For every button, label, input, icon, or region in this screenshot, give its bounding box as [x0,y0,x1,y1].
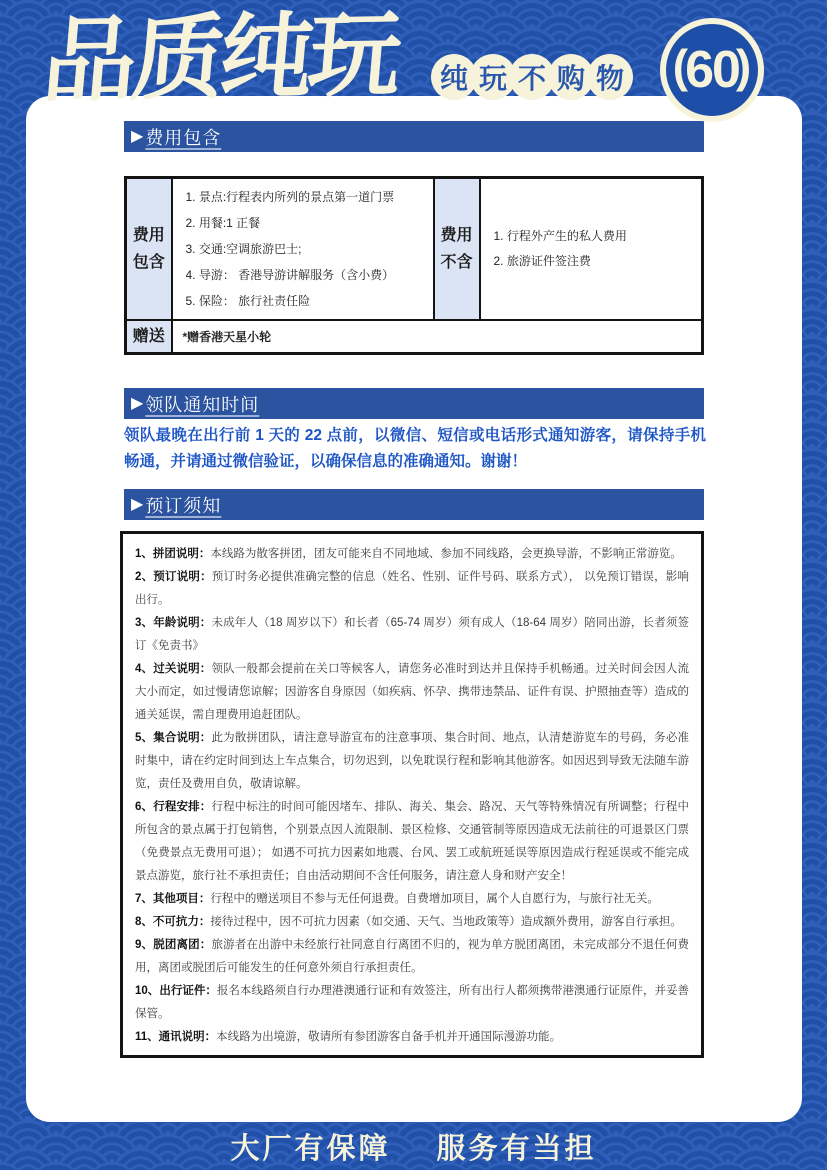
triangle-icon: ▶ [131,394,144,412]
fees-table [124,176,704,355]
booking-note-item [135,543,689,566]
footer-slogan-left: 大厂有保障 [230,1130,391,1165]
section-title-fees: 费用包含 [145,127,222,148]
footer-band [0,1122,827,1170]
note-text: 旅游者在出游中未经旅行社同意自行离团不归的，视为单方脱团离团，未完成部分不退任何费用，离团或脱团后可能发生的任何意外须自行承担责任。 [135,939,689,974]
fees-include-item: 3. 交通:空调旅游巴士; [185,242,302,256]
fees-include-items-cell [172,178,434,321]
fees-table-main-row [126,178,703,321]
section-title-notice: 领队通知时间 [145,394,260,415]
note-label: 8、不可抗力： [135,916,211,928]
fees-include-item: 2. 用餐:1 正餐 [185,216,261,230]
fees-include-item: 1. 景点:行程表内所列的景点第一道门票 [185,190,395,204]
badge-paren-right: ) [735,40,752,92]
notice-paragraph: 领队最晚在出行前 1 天的 22 点前，以微信、短信或电话形式通知游客，请保持手机畅通，并请通过微信验证，以确保信息的准确通知。谢谢！ [124,427,706,470]
note-text: 未成年人（18 周岁以下）和长者（65-74 周岁）须有成人（18-64 周岁）陪同出游，长者须签订《免责书》 [135,617,689,652]
fees-include-item: 5. 保险： 旅行社责任险 [185,294,311,308]
subtitle-char-badge: 购 [548,54,594,100]
note-text: 此为散拼团队，请注意导游宣布的注意事项、集合时间、地点，认清楚游览车的号码，务必准时集中，请在约定时间到达上车点集合，切勿迟到，以免耽误行程和影响其他游客。如因迟到导致无法随车游览，责任及费用自负，敬请谅解。 [135,732,689,790]
note-label: 6、行程安排： [135,801,212,813]
note-text: 领队一般都会提前在关口等候客人，请您务必准时到达并且保持手机畅通。过关时间会因人流大小而定，如过慢请您谅解；因游客自身原因（如疾病、怀孕、携带违禁品、证件有误、护照抽查等）造成的通关延误，需自理费用追赶团队。 [135,663,689,721]
note-label: 10、出行证件： [135,985,217,997]
note-text: 接待过程中，因不可抗力因素（如交通、天气、当地政策等）造成额外费用，游客自行承担。 [210,916,682,928]
gift-value-cell: *赠香港天星小轮 [172,320,703,354]
booking-note-item [135,727,689,796]
booking-note-item [135,888,689,911]
fees-exclude-label-cell: 费用不含 [434,178,480,321]
page-title: 品质纯玩 [38,0,402,116]
gift-label-cell: 赠送 [126,320,172,354]
note-text: 本线路为散客拼团，团友可能来自不同地域、参加不同线路，会更换导游，不影响正常游览。 [210,548,682,560]
booking-notes-box [120,531,704,1058]
subtitle-char-badge: 玩 [470,54,516,100]
note-label: 4、过关说明： [135,663,212,675]
fees-exclude-items-cell [480,178,703,321]
note-label: 7、其他项目： [135,893,211,905]
note-text: 行程中的赠送项目不参与无任何退费。自费增加项目，属个人自愿行为，与旅行社无关。 [210,893,659,905]
note-label: 5、集合说明： [135,732,212,744]
section-header-booking [124,489,704,520]
fees-exclude-item: 1. 行程外产生的私人费用 [493,229,627,243]
fees-table-gift-row [126,320,703,354]
booking-note-item [135,1026,689,1049]
fees-exclude-item: 2. 旅游证件签注费 [493,254,591,268]
booking-note-item [135,658,689,727]
subtitle-char-badge: 物 [587,54,633,100]
fees-include-item: 4. 导游： 香港导游讲解服务（含小费） [185,268,395,282]
days-badge [660,18,764,122]
section-header-notice [124,388,704,419]
note-text: 本线路为出境游，敬请所有参团游客自备手机并开通国际漫游功能。 [216,1031,562,1043]
triangle-icon: ▶ [131,127,144,145]
booking-note-item [135,566,689,612]
badge-paren-left: ( [672,40,689,92]
note-text: 报名本线路须自行办理港澳通行证和有效签注，所有出行人都须携带港澳通行证原件，并妥善保管。 [135,985,689,1020]
section-header-fees [124,121,704,152]
booking-note-item [135,980,689,1026]
section-title-booking: 预订须知 [145,495,222,516]
note-label: 1、拼团说明： [135,548,211,560]
subtitle-char-badge: 纯 [431,54,477,100]
note-text: 行程中标注的时间可能因堵车、排队、海关、集会、路况、天气等特殊情况有所调整；行程中所包含的景点属于打包销售，个别景点因人流限制、景区检修、交通管制等原因造成无法前往的可退景区门票（免费景点无费用可退）； 如遇不可抗力因素如地震、台风、罢工或航班延误等原因造成行程延误或不能完成景点游览，旅行社不承担责任；自由活动期间不含任何服务，请注意人身和财产安全！ [135,801,689,882]
booking-note-item [135,796,689,888]
booking-note-item [135,911,689,934]
fees-include-label-cell: 费用包含 [126,178,172,321]
badge-number: 60 [685,41,739,99]
booking-note-item [135,612,689,658]
note-text: 预订时务必提供准确完整的信息（姓名、性别、证件号码、联系方式）， 以免预订错误，影响出行。 [135,571,689,606]
note-label: 11、通讯说明： [135,1031,217,1043]
note-label: 3、年龄说明： [135,617,212,629]
note-label: 9、脱团离团： [135,939,212,951]
footer-slogan-right: 服务有当担 [436,1130,597,1165]
triangle-icon: ▶ [131,495,144,513]
subtitle-badges [431,54,633,100]
booking-note-item [135,934,689,980]
note-label: 2、预订说明： [135,571,212,583]
subtitle-char-badge: 不 [509,54,555,100]
